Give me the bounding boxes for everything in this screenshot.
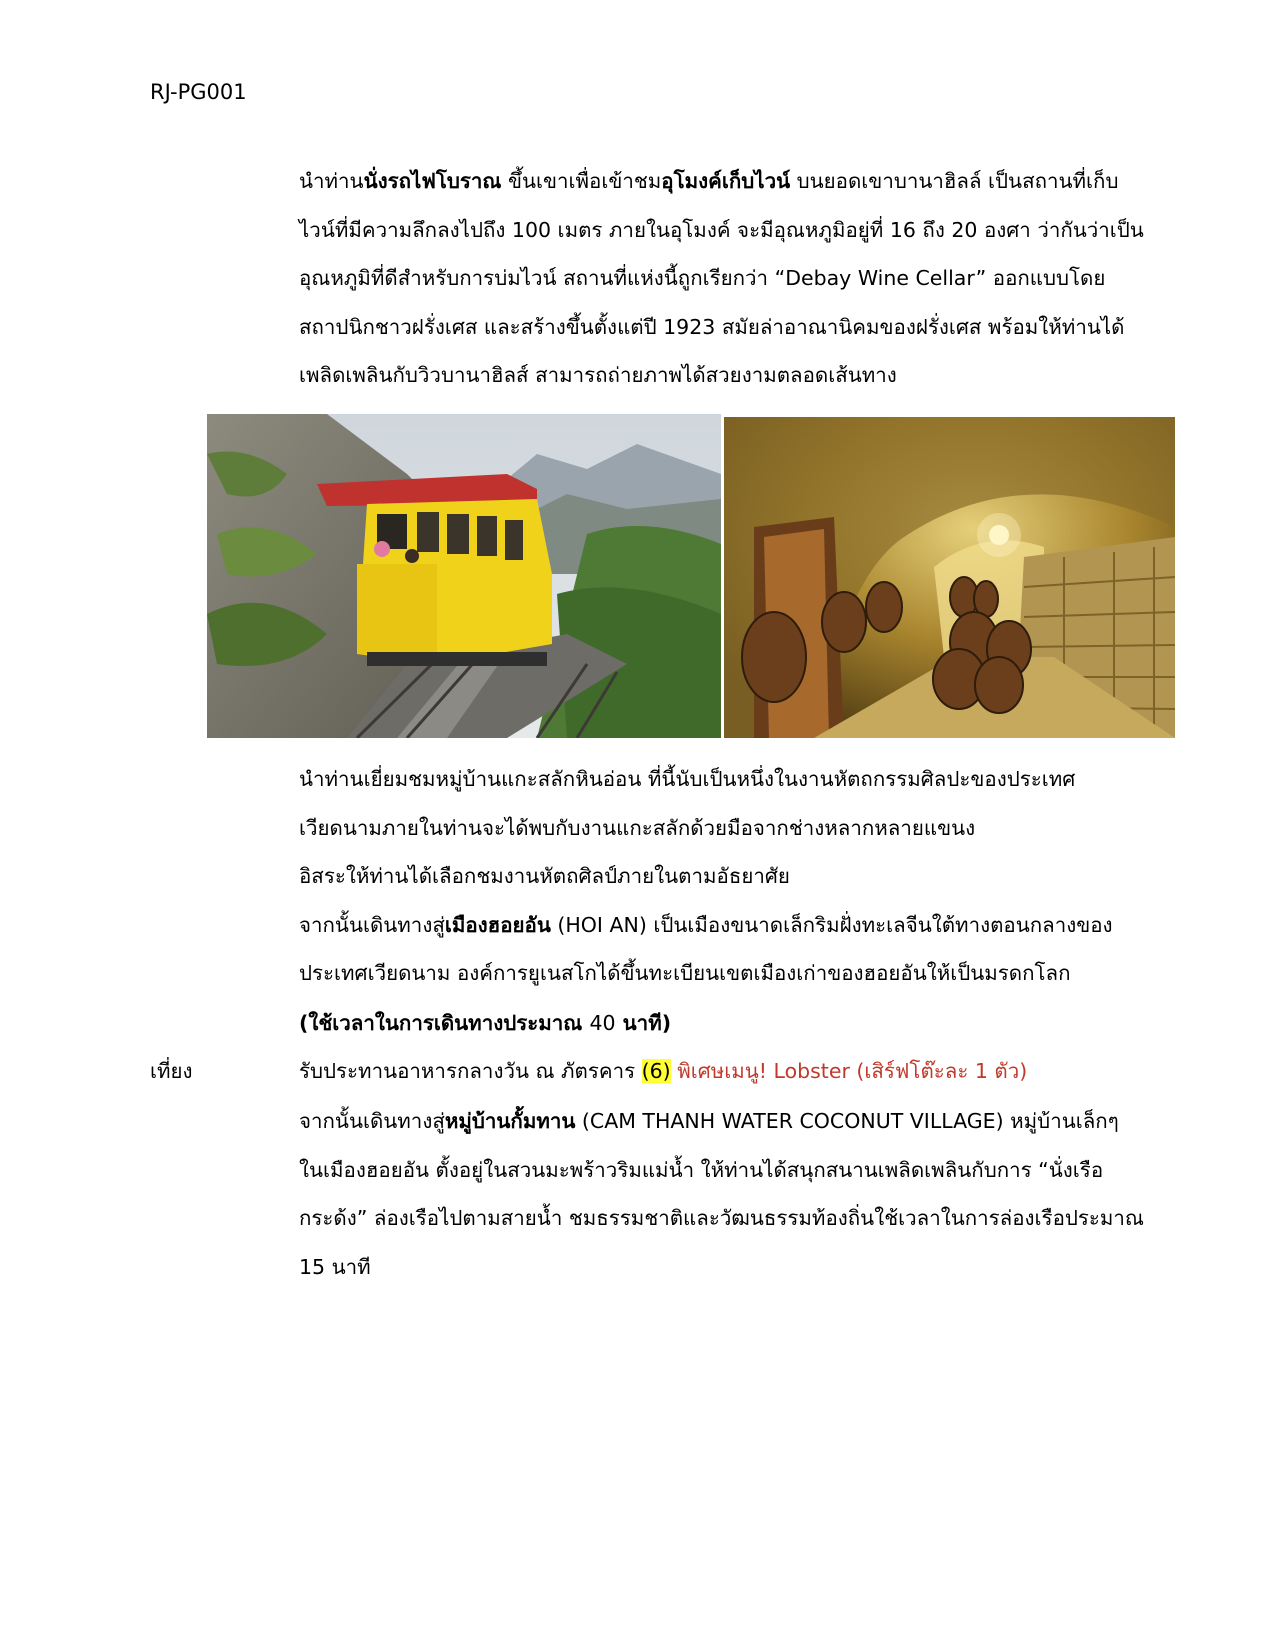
text-segment: (HOI AN) เป็นเมืองขนาดเล็กริมฝั่งทะเลจีนใต้ทางตอนกลางของ — [550, 912, 1113, 937]
text-line — [299, 1097, 1144, 1146]
text-line: ในเมืองฮอยอัน ตั้งอยู่ในสวนมะพร้าวริมแม่น้ำ ให้ท่านได้สนุกสนานเพลิดเพลินกับการ “นั่งเรือ — [299, 1157, 1104, 1182]
special-menu-text: พิเศษเมนู! Lobster (เสิร์ฟโต๊ะละ 1 ตัว) — [670, 1059, 1028, 1083]
text-segment: บนยอดเขาบานาฮิลล์ เป็นสถานที่เก็บ — [790, 169, 1119, 193]
text-segment: นำท่าน — [299, 169, 364, 193]
travel-time-segment: นาที) — [615, 1011, 672, 1035]
marble-village-paragraph — [299, 755, 1113, 998]
text-line: เพลิดเพลินกับวิวบานาฮิลส์ สามารถถ่ายภาพได้สวยงามตลอดเส้นทาง — [299, 363, 897, 387]
restaurant-number-highlight: (6) — [641, 1059, 671, 1083]
wine-cellar-photo — [724, 417, 1175, 738]
wine-cellar-paragraph — [299, 157, 1144, 400]
text-line — [299, 901, 1113, 950]
coconut-village-paragraph — [299, 1097, 1144, 1291]
text-line: สถาปนิกชาวฝรั่งเศส และสร้างขึ้นตั้งแต่ปี 1923 สมัยล่าอาณานิคมของฝรั่งเศส พร้อมให้ท่านได้ — [299, 314, 1125, 339]
text-line: นำท่านเยี่ยมชมหมู่บ้านแกะสลักหินอ่อน ที่นี้นับเป็นหนึ่งในงานหัตถกรรมศิลปะของประเทศ — [299, 767, 1076, 791]
lunch-label: เที่ยง — [150, 1059, 193, 1083]
travel-time-segment: 40 — [589, 1011, 616, 1035]
text-segment: อุโมงค์เก็บไวน์ — [661, 169, 791, 193]
lunch-text: รับประทานอาหารกลางวัน ณ ภัตรคาร — [299, 1059, 642, 1083]
text-segment: เมืองฮอยอัน — [444, 912, 551, 937]
text-line: เวียดนามภายในท่านจะได้พบกับงานแกะสลักด้วยมือจากช่างหลากหลายแขนง — [299, 815, 976, 840]
text-segment: จากนั้นเดินทางสู่ — [299, 912, 445, 937]
text-line: ประเทศเวียดนาม องค์การยูเนสโกได้ขึ้นทะเบียนเขตเมืองเก่าของฮอยอันให้เป็นมรดกโลก — [299, 961, 1071, 985]
text-segment: จากนั้นเดินทางสู่ — [299, 1109, 445, 1133]
text-line: 15 นาที — [299, 1254, 371, 1279]
text-line: อุณหภูมิที่ดีสำหรับการบ่มไวน์ สถานที่แห่งนี้ถูกเรียกว่า “Debay Wine Cellar” ออกแบบโดย — [299, 266, 1106, 290]
travel-time-segment: (ใช้เวลาในการเดินทางประมาณ — [299, 1011, 590, 1035]
funicular-train-photo — [207, 414, 721, 738]
travel-time-note — [299, 1000, 671, 1046]
text-line: กระด้ง” ล่องเรือไปตามสายน้ำ ชมธรรมชาติและวัฒนธรรมท้องถิ่นใช้เวลาในการล่องเรือประมาณ — [299, 1206, 1144, 1230]
text-segment: (CAM THANH WATER COCONUT VILLAGE) หมู่บ้านเล็กๆ — [575, 1109, 1119, 1133]
text-line: อิสระให้ท่านได้เลือกชมงานหัตถศิลป์ภายในตามอัธยาศัย — [299, 864, 790, 888]
document-code: RJ-PG001 — [150, 80, 247, 104]
lunch-line — [299, 1048, 1027, 1094]
text-segment: ขึ้นเขาเพื่อเข้าชม — [501, 169, 662, 193]
text-segment: นั่งรถไฟโบราณ — [363, 169, 502, 193]
text-line: ไวน์ที่มีความลึกลงไปถึง 100 เมตร ภายในอุโมงค์ จะมีอุณหภูมิอยู่ที่ 16 ถึง 20 องศา ว่ากันว่าเป็น — [299, 217, 1144, 242]
text-segment: หมู่บ้านกั้มทาน — [444, 1109, 576, 1133]
text-line — [299, 157, 1144, 206]
